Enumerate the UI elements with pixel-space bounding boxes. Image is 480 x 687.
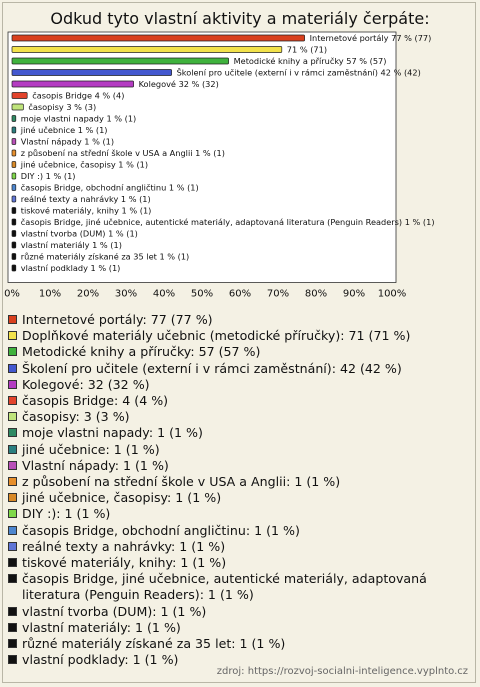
- legend-swatch: [8, 639, 17, 648]
- legend-item: [8, 409, 472, 425]
- legend-swatch: [8, 445, 17, 454]
- legend-item: [8, 506, 472, 522]
- legend-label: tiskové materiály, knihy: 1 (1 %): [22, 555, 227, 571]
- legend-item: [8, 490, 472, 506]
- legend-swatch: [8, 347, 17, 356]
- bar: [12, 162, 16, 168]
- bar: [12, 47, 282, 53]
- legend-swatch: [8, 428, 17, 437]
- legend-label: jiné učebnice, časopisy: 1 (1 %): [22, 490, 222, 506]
- bar: [12, 242, 16, 248]
- bar: [12, 185, 16, 191]
- bar: [12, 265, 16, 271]
- bar: [12, 254, 16, 260]
- legend-label: Doplňkové materiály učebnic (metodické příručky): 71 (71 %): [22, 328, 411, 344]
- chart-title: Odkud tyto vlastní aktivity a materiály čerpáte:: [50, 9, 430, 28]
- legend-swatch: [8, 412, 17, 421]
- bar-label: vlastní materiály 1 % (1): [20, 240, 122, 250]
- legend-swatch: [8, 315, 17, 324]
- legend-item: [8, 555, 472, 571]
- legend-item: [8, 377, 472, 393]
- x-tick-label: 50%: [190, 288, 214, 300]
- legend-swatch: [8, 558, 17, 567]
- legend-swatch: [8, 623, 17, 632]
- bar: [12, 81, 134, 87]
- legend-item: [8, 344, 472, 360]
- bar: [12, 219, 16, 225]
- bar: [12, 150, 16, 156]
- legend-item: [8, 523, 472, 539]
- bar: [12, 70, 172, 76]
- legend-label: časopisy: 3 (3 %): [22, 409, 130, 425]
- bar-label: 71 % (71): [286, 44, 328, 55]
- legend-swatch: [8, 607, 17, 616]
- x-tick-label: 100%: [377, 288, 407, 300]
- legend-label: vlastní tvorba (DUM): 1 (1 %): [22, 603, 207, 619]
- bar-label: moje vlastni napady 1 % (1): [20, 113, 137, 124]
- bar-label: DIY :) 1 % (1): [20, 171, 76, 181]
- bar-label: časopis Bridge 4 % (4): [32, 90, 125, 101]
- legend-swatch: [8, 396, 17, 405]
- bar-label: Metodické knihy a příručky 57 % (57): [233, 56, 387, 66]
- bar-label: reálné texty a nahrávky 1 % (1): [20, 194, 151, 204]
- legend-swatch: [8, 493, 17, 502]
- bar-label: časopis Bridge, obchodní angličtinu 1 % (1): [20, 182, 199, 193]
- legend-item: [8, 458, 472, 474]
- x-tick-label: 10%: [38, 288, 62, 300]
- legend-label: Internetové portály: 77 (77 %): [22, 312, 213, 327]
- bar-label: Školení pro učitele (externí i v rámci zaměstnání) 42 % (42): [176, 67, 421, 78]
- legend-label: moje vlastni napady: 1 (1 %): [22, 425, 203, 441]
- bar: [12, 139, 16, 145]
- legend-label: časopis Bridge, jiné učebnice, autentické materiály, adaptovaná literatura (Penguin Readers): 1 (1 %): [22, 571, 427, 603]
- chart-legend: [8, 312, 472, 668]
- legend-item: [8, 539, 472, 555]
- legend-swatch: [8, 542, 17, 551]
- legend-label: jiné učebnice: 1 (1 %): [22, 441, 160, 457]
- bar-label: časopis Bridge, jiné učebnice, autentické materiály, adaptovaná literatura (Penguin Readers) 1 % (1): [20, 217, 435, 227]
- bar-label: Kolegové 32 % (32): [138, 79, 219, 89]
- legend-label: DIY :): 1 (1 %): [22, 506, 111, 522]
- legend-item: [8, 636, 472, 652]
- bar-label: vlastní tvorba (DUM) 1 % (1): [20, 228, 138, 239]
- legend-item: [8, 571, 472, 603]
- legend-swatch: [8, 477, 17, 486]
- bar: [12, 127, 16, 133]
- x-tick-label: 0%: [4, 288, 20, 300]
- legend-item: [8, 425, 472, 441]
- legend-label: Školení pro učitele (externí i v rámci zaměstnání): 42 (42 %): [22, 360, 402, 376]
- legend-label: různé materiály získané za 35 let: 1 (1 %): [22, 636, 286, 652]
- x-tick-label: 80%: [304, 288, 328, 300]
- bar: [12, 173, 16, 179]
- legend-item: [8, 474, 472, 490]
- bar: [12, 116, 16, 122]
- legend-item: [8, 620, 472, 636]
- legend-label: vlastní podklady: 1 (1 %): [22, 652, 179, 668]
- legend-label: z působení na střední škole v USA a Anglii: 1 (1 %): [22, 474, 341, 490]
- x-tick-label: 30%: [114, 288, 138, 300]
- legend-swatch: [8, 526, 17, 535]
- bar: [12, 35, 305, 41]
- bar: [12, 104, 23, 110]
- legend-item: [8, 361, 472, 377]
- legend-label: Vlastní nápady: 1 (1 %): [22, 457, 169, 473]
- x-tick-label: 90%: [342, 288, 366, 300]
- legend-swatch: [8, 509, 17, 518]
- legend-label: Metodické knihy a příručky: 57 (57 %): [22, 344, 261, 360]
- legend-item: [8, 604, 472, 620]
- bar-label: z působení na střední škole v USA a Anglii 1 % (1): [20, 148, 225, 158]
- source-note: zdroj: https://rozvoj-socialni-inteligence.vyplnto.cz: [216, 666, 468, 677]
- legend-item: [8, 393, 472, 409]
- legend-swatch: [8, 574, 17, 583]
- x-tick-label: 70%: [266, 288, 290, 300]
- legend-swatch: [8, 461, 17, 470]
- legend-label: vlastní materiály: 1 (1 %): [22, 619, 181, 635]
- bar-label: Vlastní nápady 1 % (1): [20, 136, 115, 147]
- legend-label: časopis Bridge: 4 (4 %): [22, 393, 169, 409]
- legend-label: reálné texty a nahrávky: 1 (1 %): [22, 538, 226, 554]
- bar: [12, 208, 16, 214]
- legend-swatch: [8, 331, 17, 340]
- bar-chart: [0, 0, 480, 310]
- bar: [12, 196, 16, 202]
- x-tick-label: 40%: [152, 288, 176, 300]
- legend-label: Kolegové: 32 (32 %): [22, 376, 150, 392]
- x-tick-label: 60%: [228, 288, 252, 300]
- legend-swatch: [8, 364, 17, 373]
- legend-label: časopis Bridge, obchodní angličtinu: 1 (1 %): [22, 522, 300, 538]
- bar-label: jiné učebnice, časopisy 1 % (1): [20, 159, 149, 170]
- legend-item: [8, 312, 472, 328]
- bar: [12, 231, 16, 237]
- bar-label: různé materiály získané za 35 let 1 % (1): [20, 251, 190, 262]
- legend-swatch: [8, 655, 17, 664]
- x-tick-label: 20%: [76, 288, 100, 300]
- bar-label: časopisy 3 % (3): [28, 102, 97, 112]
- legend-swatch: [8, 380, 17, 389]
- legend-item: [8, 328, 472, 344]
- legend-item: [8, 442, 472, 458]
- bar-label: tiskové materiály, knihy 1 % (1): [20, 205, 152, 216]
- bar: [12, 93, 27, 99]
- bar-label: jiné učebnice 1 % (1): [20, 125, 108, 135]
- bar-label: Internetové portály 77 % (77): [309, 33, 432, 43]
- bar-label: vlastní podklady 1 % (1): [20, 263, 121, 273]
- bar: [12, 58, 229, 64]
